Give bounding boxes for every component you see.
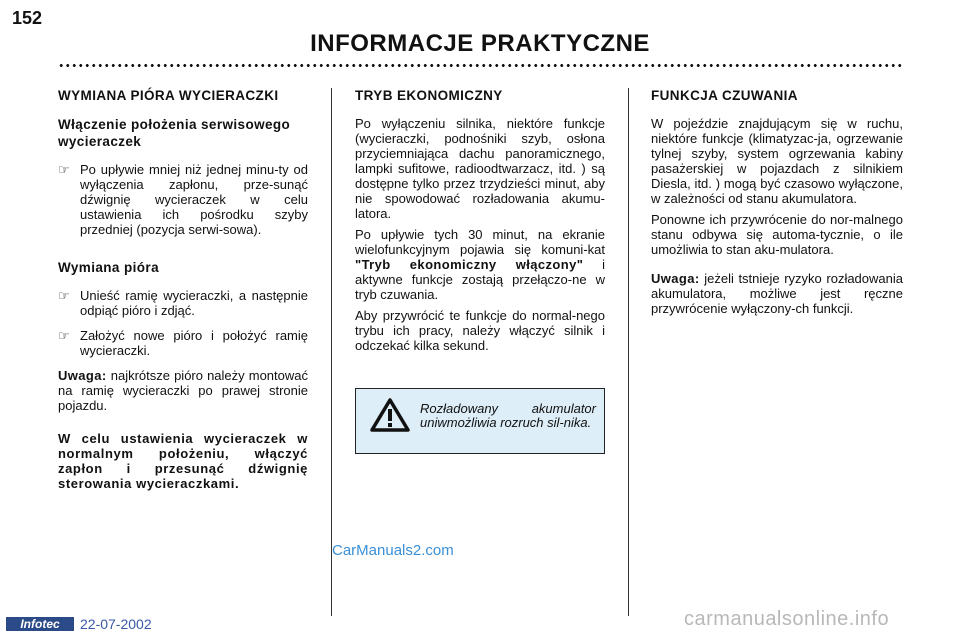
note-text: najkrótsze pióro należy montować na ramię wycieraczki po prawej stronie pojazdu. [58, 368, 308, 413]
note-text: jeżeli tstnieje ryzyko rozładowania akumulatora, możliwe jest ręczne przywrócenie wyłączony-ch funkcji. [651, 271, 903, 316]
economy-message: "Tryb ekonomiczny włączony" [355, 257, 584, 272]
paragraph: Po wyłączeniu silnika, niektóre funkcje (wycieraczki, podnośniki szyb, osłona przyciemniająca dachu panoramicznego, lampki sufitowe, radioodtwarzacz, itd. ) są dostępne tylko przez trzydzieści minut, aby nie spowodować rozładowania akumu-latora. [355, 116, 605, 221]
watermark-site: carmanualsonline.info [684, 608, 890, 630]
page-title: INFORMACJE PRAKTYCZNE [310, 30, 650, 57]
warning-box [355, 388, 605, 454]
section-heading-economy: TRYB EKONOMICZNY [355, 88, 503, 103]
pointing-hand-icon: ☞ [58, 288, 70, 303]
paragraph-part: Po upływie tych 30 minut, na ekranie wielofunkcyjnym pojawia się komuni-kat [355, 227, 605, 257]
warning-triangle-icon [370, 397, 410, 433]
final-instruction: W celu ustawienia wycieraczek w normalnym położeniu, włączyć zapłon i przesunąć dźwignię sterowania wycieraczkami. [58, 431, 308, 491]
footer-date: 22-07-2002 [80, 616, 152, 632]
paragraph: Aby przywrócić te funkcje do normal-nego trybu ich pracy, należy włączyć silnik i odczekać kilka sekund. [355, 308, 605, 353]
subheading-service-position: Włączenie położenia serwisowego wycieraczek [58, 117, 291, 149]
column-wiper-blade [58, 88, 308, 491]
paragraph [355, 227, 605, 302]
bullet-item [58, 162, 308, 237]
column-divider-left [331, 88, 332, 616]
note-paragraph [651, 271, 903, 316]
note-label: Uwaga: [651, 271, 700, 286]
paragraph: W pojeździe znajdującym się w ruchu, niektóre funkcje (klimatyzac-ja, ogrzewanie tylnej szyby, system ogrzewania kabiny pasażerskiej w pojazdach z silnikiem Diesla, itd. ) mogą być czasowo wyłączone, w zależności od stanu akumulatora. [651, 116, 903, 206]
column-standby-function [651, 88, 903, 322]
pointing-hand-icon: ☞ [58, 162, 70, 177]
dotted-divider [58, 63, 904, 68]
note-label: Uwaga: [58, 368, 107, 383]
subheading-blade-replacement: Wymiana pióra [58, 260, 159, 275]
bullet-text: Unieść ramię wycieraczki, a następnie odpiąć pióro i zdjąć. [80, 288, 308, 318]
bullet-text: Założyć nowe pióro i położyć ramię wycieraczki. [80, 328, 308, 358]
page-number: 152 [12, 8, 43, 28]
pointing-hand-icon: ☞ [58, 328, 70, 343]
bullet-text: Po upływie mniej niż jednej minu-ty od wyłączenia zapłonu, prze-sunąć dźwignię wycieraczek w celu ustawienia ich pośrodku szyby przedniej (pozycja serwi-sowa). [80, 162, 308, 237]
note-paragraph [58, 368, 308, 413]
watermark-link[interactable]: CarManuals2.com [332, 542, 454, 559]
section-heading-wiper: WYMIANA PIÓRA WYCIERACZKI [58, 88, 279, 103]
infotec-badge: Infotec [6, 617, 74, 631]
column-economy-mode [355, 88, 605, 359]
bullet-item [58, 288, 308, 318]
bullet-item [58, 328, 308, 358]
paragraph: Ponowne ich przywrócenie do nor-malnego stanu odbywa się automa-tycznie, o ile umożliwia to stan aku-mulatora. [651, 212, 903, 257]
paragraph-part: i aktywne funkcje zostają przełączo-ne w tryb czuwania. [355, 257, 605, 302]
warning-text: Rozładowany akumulator uniwmożliwia rozruch sil-nika. [420, 401, 596, 430]
column-divider-right [628, 88, 629, 616]
section-heading-standby: FUNKCJA CZUWANIA [651, 88, 798, 103]
